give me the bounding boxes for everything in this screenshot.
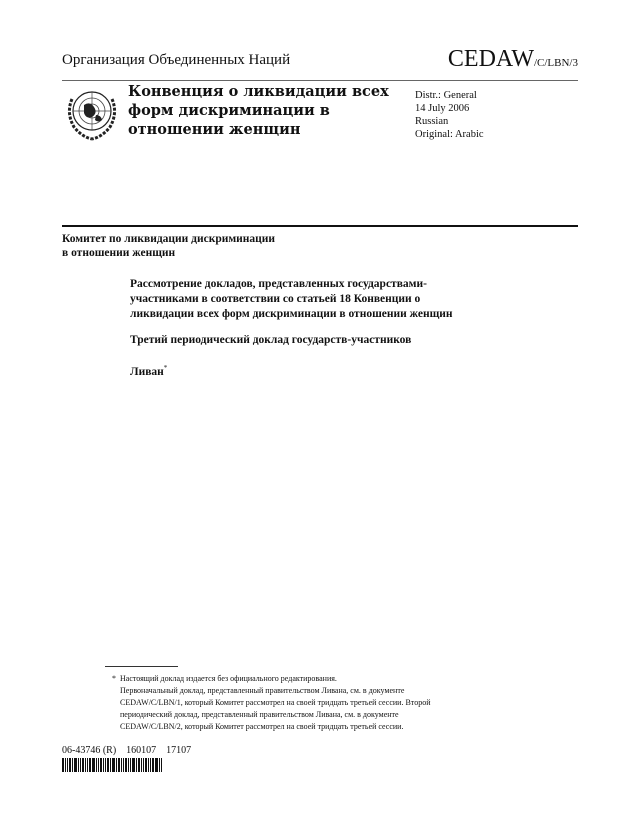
barcode-bar <box>107 758 109 772</box>
country-label: Ливан <box>130 365 164 378</box>
agenda-line: ликвидации всех форм дискриминации в отношении женщин <box>130 308 453 320</box>
barcode-bar <box>128 758 129 772</box>
barcode-bar <box>105 758 106 772</box>
footnote-line: Первоначальный доклад, представленный правительством Ливана, см. в документе <box>120 686 405 695</box>
title-line: Конвенция о ликвидации всех <box>128 83 389 100</box>
footnote-line: периодический доклад, представленный правительством Ливана, см. в документе <box>120 710 399 719</box>
footnote-line: CEDAW/C/LBN/2, который Комитет рассмотрел на своей тридцать третьей сессии. <box>120 722 404 731</box>
title-line: отношении женщин <box>128 121 301 138</box>
barcode-bar <box>92 758 95 772</box>
barcode-bar <box>143 758 144 772</box>
barcode-bar <box>138 758 140 772</box>
committee-line: Комитет по ликвидации дискриминации <box>62 233 276 245</box>
barcode-bar <box>78 758 79 772</box>
symbol-main: CEDAW <box>447 46 534 72</box>
barcode-bar <box>155 758 158 772</box>
barcode-bar <box>82 758 84 772</box>
barcode-bar <box>123 758 124 772</box>
barcode-bar <box>85 758 86 772</box>
barcode-bar <box>103 758 104 772</box>
footnote-line: CEDAW/C/LBN/1, который Комитет рассмотрел на своей тридцать третьей сессии. Второй <box>120 698 431 707</box>
barcode <box>62 758 197 772</box>
barcode-bar <box>145 758 147 772</box>
document-symbol <box>448 46 578 73</box>
barcode-bar <box>87 758 88 772</box>
distribution-status: Distr.: General <box>415 90 477 101</box>
barcode-bar <box>161 758 162 772</box>
barcode-bar <box>150 758 151 772</box>
symbol-sub: /C/LBN/3 <box>533 57 578 69</box>
committee-name <box>62 232 275 260</box>
country-name <box>130 361 167 380</box>
barcode-bar <box>112 758 115 772</box>
header-divider <box>62 80 578 81</box>
barcode-bar <box>159 758 160 772</box>
barcode-bar <box>69 758 71 772</box>
footnote-line: Настоящий доклад издается без официального редактирования. <box>120 674 337 683</box>
convention-title <box>128 82 389 139</box>
footnote-divider <box>105 666 178 667</box>
title-line: форм дискриминации в <box>128 102 330 119</box>
committee-line: в отношении женщин <box>62 247 176 259</box>
document-date: 14 July 2006 <box>415 103 470 114</box>
barcode-bar <box>125 758 127 772</box>
barcode-bar <box>132 758 135 772</box>
distribution-info <box>415 89 484 141</box>
barcode-bar <box>96 758 97 772</box>
agenda-line: участниками в соответствии со статьей 18 Конвенции о <box>130 293 421 305</box>
section-divider <box>62 225 578 227</box>
barcode-bar <box>136 758 137 772</box>
barcode-bar <box>100 758 102 772</box>
barcode-bar <box>89 758 91 772</box>
barcode-bar <box>141 758 142 772</box>
document-language: Russian <box>415 116 449 127</box>
barcode-bar <box>80 758 81 772</box>
barcode-bar <box>110 758 111 772</box>
organization-name: Организация Объединенных Наций <box>62 52 291 68</box>
footnote-marker: * <box>112 674 116 683</box>
agenda-item <box>130 277 453 322</box>
barcode-bar <box>148 758 149 772</box>
document-code: 06-43746 (R) 160107 17107 <box>62 745 192 756</box>
barcode-bar <box>62 758 64 772</box>
original-language: Original: Arabic <box>415 129 484 140</box>
agenda-line: Рассмотрение докладов, представленных государствами- <box>130 278 427 290</box>
barcode-bar <box>72 758 73 772</box>
barcode-bar <box>65 758 66 772</box>
footnote <box>112 673 431 733</box>
un-emblem-icon <box>64 85 120 141</box>
barcode-bar <box>121 758 122 772</box>
barcode-bar <box>116 758 117 772</box>
footnote-reference: * <box>163 364 168 372</box>
barcode-bar <box>67 758 68 772</box>
barcode-bar <box>74 758 77 772</box>
report-title: Третий периодический доклад государств-участников <box>130 334 412 346</box>
barcode-bar <box>118 758 120 772</box>
barcode-bar <box>130 758 131 772</box>
barcode-bar <box>98 758 99 772</box>
barcode-bar <box>152 758 154 772</box>
